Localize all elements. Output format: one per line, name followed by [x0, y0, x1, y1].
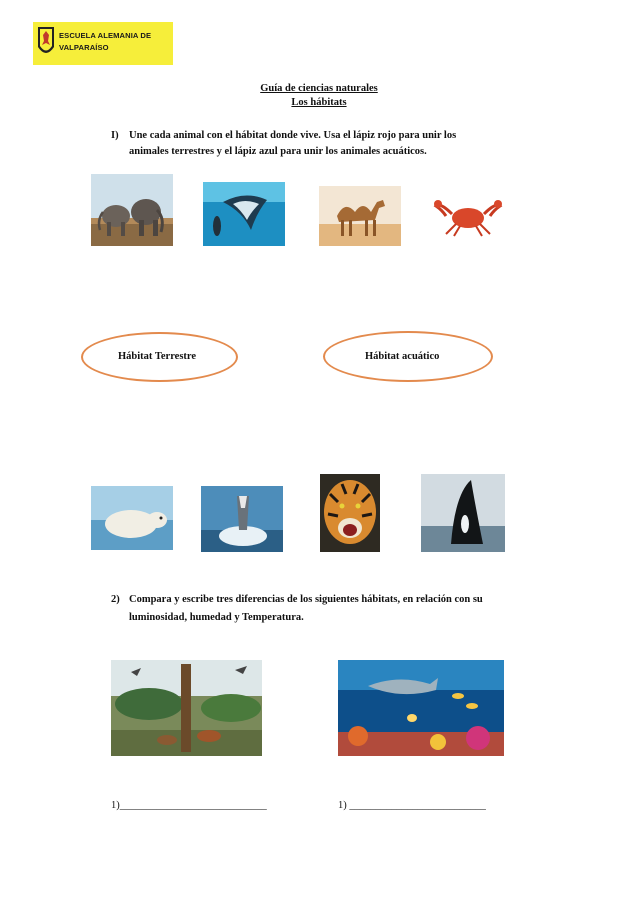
manta-ray-icon[interactable] [203, 182, 285, 246]
question-2-number: 2) [111, 594, 120, 605]
answer-line-left[interactable]: 1)____________________________ [111, 800, 267, 811]
question-1-line1: Une cada animal con el hábitat donde vive. Usa el lápiz rojo para unir los [129, 130, 457, 141]
question-1-number: I) [111, 130, 119, 141]
aquatic-habitat-label: Hábitat acuático [365, 351, 440, 362]
crest-icon [36, 25, 56, 62]
crab-icon[interactable] [432, 192, 504, 238]
question-2-line1: Compara y escribe tres diferencias de los siguientes hábitats, en relación con su [129, 594, 483, 605]
polar-bear-icon[interactable] [91, 486, 173, 550]
page-title: Guía de ciencias naturales [260, 83, 378, 94]
school-name-line1: ESCUELA ALEMANIA DE [59, 31, 152, 40]
elephants-icon[interactable] [91, 174, 173, 246]
tiger-icon[interactable] [320, 474, 380, 552]
shark-icon[interactable] [201, 486, 283, 552]
question-1-line2: animales terrestres y el lápiz azul para unir los animales acuáticos. [129, 146, 427, 157]
forest-habitat-icon[interactable] [111, 660, 262, 756]
camel-icon[interactable] [319, 186, 401, 246]
ocean-habitat-icon[interactable] [338, 660, 504, 756]
page-subtitle: Los hábitats [291, 97, 347, 108]
question-2 [111, 592, 581, 628]
school-logo [33, 22, 173, 65]
terrestrial-habitat-label: Hábitat Terrestre [118, 351, 197, 362]
orca-icon[interactable] [421, 474, 505, 552]
terrestrial-habitat-oval[interactable] [81, 332, 238, 382]
answer-line-right[interactable]: 1) __________________________ [338, 800, 486, 811]
school-name-line2: VALPARAÍSO [59, 43, 109, 52]
aquatic-habitat-oval[interactable] [323, 331, 493, 382]
question-2-line2: luminosidad, humedad y Temperatura. [129, 612, 304, 623]
question-1 [111, 128, 571, 164]
